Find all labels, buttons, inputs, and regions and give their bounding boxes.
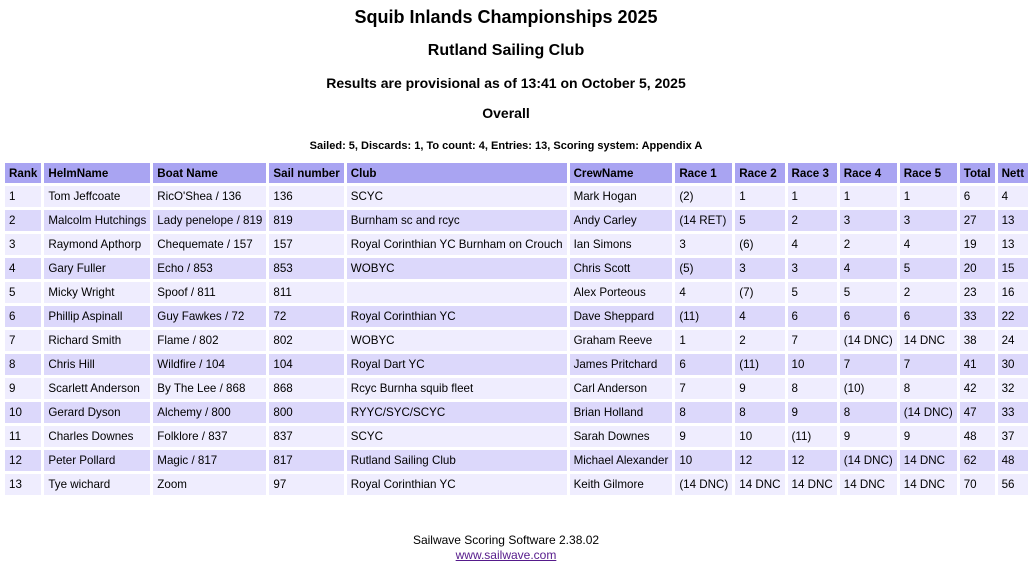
cell-race3: 9	[788, 402, 837, 423]
cell-sail: 800	[269, 402, 343, 423]
cell-race2: 4	[735, 306, 784, 327]
cell-race2: 2	[735, 330, 784, 351]
cell-total: 33	[960, 306, 995, 327]
cell-crew: Mark Hogan	[570, 186, 673, 207]
cell-race2: 9	[735, 378, 784, 399]
col-header-sail: Sail number	[269, 163, 343, 183]
cell-race3: 8	[788, 378, 837, 399]
cell-sail: 97	[269, 474, 343, 495]
cell-race5: 1	[900, 186, 957, 207]
cell-crew: Keith Gilmore	[570, 474, 673, 495]
cell-race1: 10	[675, 450, 732, 471]
cell-race4: 9	[840, 426, 897, 447]
venue-heading: Rutland Sailing Club	[427, 42, 585, 59]
cell-total: 20	[960, 258, 995, 279]
cell-race1: 7	[675, 378, 732, 399]
cell-race1: 8	[675, 402, 732, 423]
cell-total: 19	[960, 234, 995, 255]
cell-nett: 24	[998, 330, 1029, 351]
cell-race1: 3	[675, 234, 732, 255]
cell-race1: 6	[675, 354, 732, 375]
status-heading: Results are provisional as of 13:41 on October 5, 2025	[326, 75, 686, 91]
cell-club: WOBYC	[347, 258, 567, 279]
cell-total: 23	[960, 282, 995, 303]
cell-boat: Alchemy / 800	[153, 402, 266, 423]
col-header-race4: Race 4	[840, 163, 897, 183]
cell-boat: Folklore / 837	[153, 426, 266, 447]
cell-club: Royal Corinthian YC	[347, 306, 567, 327]
table-row	[5, 258, 1028, 279]
cell-nett: 30	[998, 354, 1029, 375]
cell-sail: 868	[269, 378, 343, 399]
cell-helm: Micky Wright	[44, 282, 150, 303]
cell-race1: (5)	[675, 258, 732, 279]
cell-race4: 7	[840, 354, 897, 375]
table-row	[5, 282, 1028, 303]
cell-race3: 3	[788, 258, 837, 279]
cell-race2: (7)	[735, 282, 784, 303]
cell-total: 41	[960, 354, 995, 375]
table-row	[5, 210, 1028, 231]
cell-total: 70	[960, 474, 995, 495]
cell-crew: Carl Anderson	[570, 378, 673, 399]
cell-race2: (11)	[735, 354, 784, 375]
cell-helm: Chris Hill	[44, 354, 150, 375]
cell-rank: 1	[5, 186, 41, 207]
sailwave-link[interactable]: www.sailwave.com	[455, 548, 557, 562]
cell-club: Rcyc Burnha squib fleet	[347, 378, 567, 399]
cell-rank: 12	[5, 450, 41, 471]
cell-helm: Raymond Apthorp	[44, 234, 150, 255]
footer-link-wrap	[0, 548, 1012, 562]
cell-race3: 1	[788, 186, 837, 207]
cell-helm: Charles Downes	[44, 426, 150, 447]
cell-rank: 6	[5, 306, 41, 327]
col-header-boat: Boat Name	[153, 163, 266, 183]
cell-race4: 2	[840, 234, 897, 255]
cell-rank: 11	[5, 426, 41, 447]
cell-race2: 8	[735, 402, 784, 423]
table-row	[5, 330, 1028, 351]
table-row	[5, 354, 1028, 375]
col-header-total: Total	[960, 163, 995, 183]
cell-boat: Wildfire / 104	[153, 354, 266, 375]
cell-rank: 13	[5, 474, 41, 495]
cell-race5: 14 DNC	[900, 474, 957, 495]
cell-boat: Guy Fawkes / 72	[153, 306, 266, 327]
cell-boat: Flame / 802	[153, 330, 266, 351]
cell-crew: Dave Sheppard	[570, 306, 673, 327]
cell-race1: 9	[675, 426, 732, 447]
cell-nett: 33	[998, 402, 1029, 423]
cell-total: 27	[960, 210, 995, 231]
cell-club: Royal Corinthian YC Burnham on Crouch	[347, 234, 567, 255]
table-row	[5, 234, 1028, 255]
cell-race5: 9	[900, 426, 957, 447]
cell-race4: 4	[840, 258, 897, 279]
cell-race1: 1	[675, 330, 732, 351]
cell-nett: 48	[998, 450, 1029, 471]
cell-race2: 1	[735, 186, 784, 207]
cell-crew: Michael Alexander	[570, 450, 673, 471]
cell-crew: Chris Scott	[570, 258, 673, 279]
cell-sail: 136	[269, 186, 343, 207]
cell-race5: 7	[900, 354, 957, 375]
table-row	[5, 450, 1028, 471]
cell-race4: 3	[840, 210, 897, 231]
cell-helm: Scarlett Anderson	[44, 378, 150, 399]
cell-race4: (14 DNC)	[840, 330, 897, 351]
cell-crew: Graham Reeve	[570, 330, 673, 351]
cell-club: Royal Dart YC	[347, 354, 567, 375]
cell-sail: 819	[269, 210, 343, 231]
cell-race3: (11)	[788, 426, 837, 447]
cell-race3: 4	[788, 234, 837, 255]
cell-total: 6	[960, 186, 995, 207]
cell-race4: 1	[840, 186, 897, 207]
cell-nett: 56	[998, 474, 1029, 495]
results-table	[2, 160, 1031, 498]
col-header-race2: Race 2	[735, 163, 784, 183]
cell-sail: 104	[269, 354, 343, 375]
cell-rank: 3	[5, 234, 41, 255]
cell-crew: Brian Holland	[570, 402, 673, 423]
col-header-race3: Race 3	[788, 163, 837, 183]
cell-boat: Spoof / 811	[153, 282, 266, 303]
cell-club: WOBYC	[347, 330, 567, 351]
cell-rank: 10	[5, 402, 41, 423]
cell-sail: 802	[269, 330, 343, 351]
cell-rank: 9	[5, 378, 41, 399]
cell-race4: 5	[840, 282, 897, 303]
cell-club: Burnham sc and rcyc	[347, 210, 567, 231]
cell-club: RYYC/SYC/SCYC	[347, 402, 567, 423]
cell-boat: Zoom	[153, 474, 266, 495]
cell-rank: 5	[5, 282, 41, 303]
cell-total: 62	[960, 450, 995, 471]
cell-sail: 853	[269, 258, 343, 279]
cell-rank: 4	[5, 258, 41, 279]
summary-line: Sailed: 5, Discards: 1, To count: 4, Entries: 13, Scoring system: Appendix A	[309, 140, 703, 152]
cell-club: Royal Corinthian YC	[347, 474, 567, 495]
cell-race2: 12	[735, 450, 784, 471]
cell-helm: Tye wichard	[44, 474, 150, 495]
cell-race4: 14 DNC	[840, 474, 897, 495]
cell-race5: 14 DNC	[900, 450, 957, 471]
cell-race2: 14 DNC	[735, 474, 784, 495]
header-row	[5, 163, 1028, 183]
cell-race2: 10	[735, 426, 784, 447]
cell-helm: Richard Smith	[44, 330, 150, 351]
cell-nett: 16	[998, 282, 1029, 303]
cell-crew: Andy Carley	[570, 210, 673, 231]
cell-race2: (6)	[735, 234, 784, 255]
cell-nett: 13	[998, 210, 1029, 231]
cell-helm: Peter Pollard	[44, 450, 150, 471]
cell-club: SCYC	[347, 186, 567, 207]
cell-race3: 7	[788, 330, 837, 351]
cell-helm: Gerard Dyson	[44, 402, 150, 423]
cell-race3: 14 DNC	[788, 474, 837, 495]
col-header-nett: Nett	[998, 163, 1029, 183]
cell-crew: Sarah Downes	[570, 426, 673, 447]
software-credit: Sailwave Scoring Software 2.38.02	[412, 533, 600, 547]
cell-total: 47	[960, 402, 995, 423]
cell-rank: 2	[5, 210, 41, 231]
cell-boat: Echo / 853	[153, 258, 266, 279]
cell-nett: 32	[998, 378, 1029, 399]
col-header-race1: Race 1	[675, 163, 732, 183]
table-row	[5, 474, 1028, 495]
cell-nett: 15	[998, 258, 1029, 279]
cell-race1: (14 DNC)	[675, 474, 732, 495]
table-row	[5, 426, 1028, 447]
cell-boat: Magic / 817	[153, 450, 266, 471]
cell-race5: 5	[900, 258, 957, 279]
cell-rank: 7	[5, 330, 41, 351]
cell-club: SCYC	[347, 426, 567, 447]
cell-race5: 6	[900, 306, 957, 327]
cell-club	[347, 282, 567, 303]
table-row	[5, 378, 1028, 399]
cell-total: 42	[960, 378, 995, 399]
col-header-club: Club	[347, 163, 567, 183]
col-header-rank: Rank	[5, 163, 41, 183]
cell-race4: 6	[840, 306, 897, 327]
cell-helm: Malcolm Hutchings	[44, 210, 150, 231]
cell-nett: 13	[998, 234, 1029, 255]
cell-race2: 5	[735, 210, 784, 231]
table-row	[5, 306, 1028, 327]
results-body	[5, 186, 1028, 495]
cell-helm: Gary Fuller	[44, 258, 150, 279]
cell-boat: By The Lee / 868	[153, 378, 266, 399]
cell-sail: 837	[269, 426, 343, 447]
cell-race3: 2	[788, 210, 837, 231]
cell-sail: 811	[269, 282, 343, 303]
cell-race5: 3	[900, 210, 957, 231]
cell-sail: 157	[269, 234, 343, 255]
cell-race5: 14 DNC	[900, 330, 957, 351]
cell-boat: Lady penelope / 819	[153, 210, 266, 231]
cell-nett: 37	[998, 426, 1029, 447]
cell-race5: (14 DNC)	[900, 402, 957, 423]
cell-sail: 817	[269, 450, 343, 471]
cell-club: Rutland Sailing Club	[347, 450, 567, 471]
cell-total: 38	[960, 330, 995, 351]
cell-race3: 6	[788, 306, 837, 327]
cell-boat: Chequemate / 157	[153, 234, 266, 255]
col-header-crew: CrewName	[570, 163, 673, 183]
cell-race1: (14 RET)	[675, 210, 732, 231]
cell-boat: RicO'Shea / 136	[153, 186, 266, 207]
cell-crew: Ian Simons	[570, 234, 673, 255]
table-row	[5, 402, 1028, 423]
cell-crew: Alex Porteous	[570, 282, 673, 303]
col-header-helm: HelmName	[44, 163, 150, 183]
cell-rank: 8	[5, 354, 41, 375]
cell-race4: (14 DNC)	[840, 450, 897, 471]
cell-race3: 12	[788, 450, 837, 471]
cell-total: 48	[960, 426, 995, 447]
cell-race3: 5	[788, 282, 837, 303]
cell-race4: 8	[840, 402, 897, 423]
cell-race5: 2	[900, 282, 957, 303]
cell-helm: Phillip Aspinall	[44, 306, 150, 327]
cell-race5: 8	[900, 378, 957, 399]
section-heading: Overall	[482, 105, 530, 121]
page-title: Squib Inlands Championships 2025	[354, 7, 658, 27]
cell-crew: James Pritchard	[570, 354, 673, 375]
cell-helm: Tom Jeffcoate	[44, 186, 150, 207]
cell-race4: (10)	[840, 378, 897, 399]
table-row	[5, 186, 1028, 207]
cell-race1: (11)	[675, 306, 732, 327]
cell-race3: 10	[788, 354, 837, 375]
cell-race2: 3	[735, 258, 784, 279]
cell-race1: 4	[675, 282, 732, 303]
cell-race5: 4	[900, 234, 957, 255]
col-header-race5: Race 5	[900, 163, 957, 183]
cell-sail: 72	[269, 306, 343, 327]
cell-race1: (2)	[675, 186, 732, 207]
cell-nett: 4	[998, 186, 1029, 207]
cell-nett: 22	[998, 306, 1029, 327]
